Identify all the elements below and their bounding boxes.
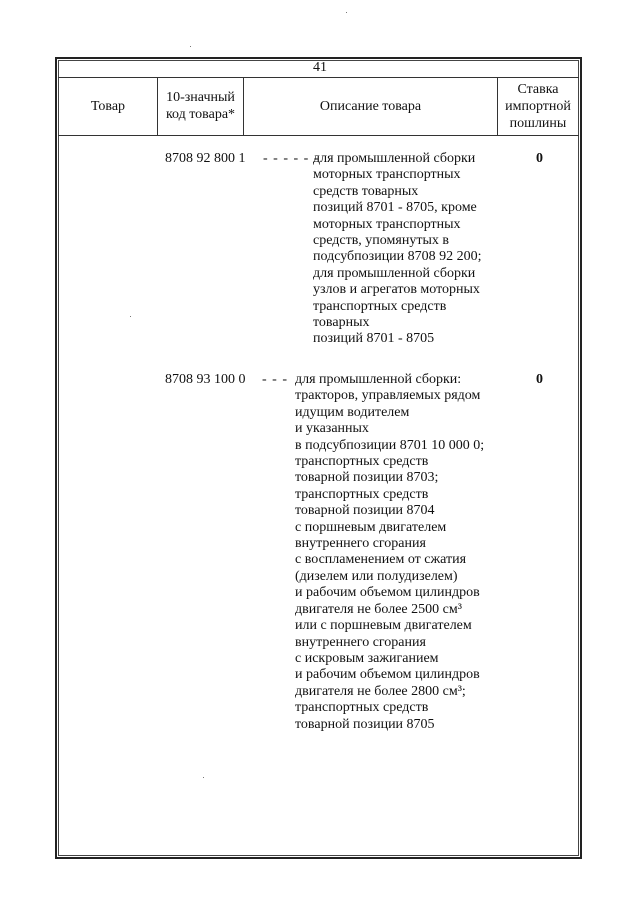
row-description (295, 372, 484, 733)
header-goods: Товар (90, 98, 126, 114)
description-line: для промышленной сборки: (295, 372, 462, 387)
row-code: 8708 92 800 1 (165, 151, 246, 166)
description-line: узлов и агрегатов моторных (313, 282, 480, 298)
row-description (313, 151, 482, 348)
header-code: 10-значный код товара* (165, 90, 236, 122)
description-line: и рабочим объемом цилиндров (295, 667, 480, 683)
description-line: с искровым зажиганием (295, 650, 439, 666)
description-line: транспортных средств (295, 700, 429, 716)
description-line: моторных транспортных (313, 216, 461, 232)
row-code: 8708 93 100 0 (165, 372, 246, 387)
description-line: двигателя не более 2500 см³ (295, 601, 462, 617)
page-number: 41 (313, 60, 327, 75)
description-line: и рабочим объемом цилиндров (295, 585, 480, 601)
description-line: транспортных средств (313, 298, 447, 314)
description-line: транспортных средств (295, 486, 429, 502)
description-line: товарной позиции 8705 (295, 716, 435, 732)
description-line: товарных (313, 315, 370, 331)
description-line: идущим водителем (295, 404, 410, 420)
description-line: товарной позиции 8703; (295, 470, 439, 486)
description-line: с воспламенением от сжатия (295, 552, 467, 568)
description-line: товарной позиции 8704 (295, 503, 435, 519)
scan-speck (203, 777, 204, 778)
row-dashes: - - - - - - (263, 151, 320, 166)
description-line: и указанных (295, 421, 369, 437)
scan-speck (130, 316, 131, 317)
scan-speck (346, 12, 347, 13)
description-line: средств, упомянутых в (313, 233, 449, 249)
description-line: позиций 8701 - 8705 (313, 331, 435, 347)
row-dashes: - - - (262, 372, 288, 387)
description-line: с поршневым двигателем (295, 519, 447, 535)
description-line: для промышленной сборки (313, 151, 476, 166)
description-line: или с поршневым двигателем (295, 618, 472, 634)
header-rate: Ставка импортной пошлины (505, 81, 571, 131)
description-line: моторных транспортных (313, 167, 461, 183)
description-line: для промышленной сборки (313, 265, 476, 281)
description-line: внутреннего сгорания (295, 536, 426, 552)
description-line: (дизелем или полудизелем) (295, 568, 458, 584)
description-line: в подсубпозиции 8701 10 000 0; (295, 437, 485, 453)
description-line: средств товарных (313, 183, 419, 199)
description-line: транспортных средств (295, 454, 429, 470)
description-line: внутреннего сгорания (295, 634, 426, 650)
description-line: позиций 8701 - 8705, кроме (313, 200, 477, 216)
scan-speck (190, 46, 191, 47)
description-line: двигателя не более 2800 см³; (295, 683, 466, 699)
description-line: тракторов, управляемых рядом (295, 388, 481, 404)
header-description: Описание товара (319, 98, 422, 114)
header-bottom-rule (58, 135, 579, 136)
row-rate: 0 (536, 151, 543, 166)
row-rate: 0 (536, 372, 543, 387)
description-line: подсубпозиции 8708 92 200; (313, 249, 482, 265)
